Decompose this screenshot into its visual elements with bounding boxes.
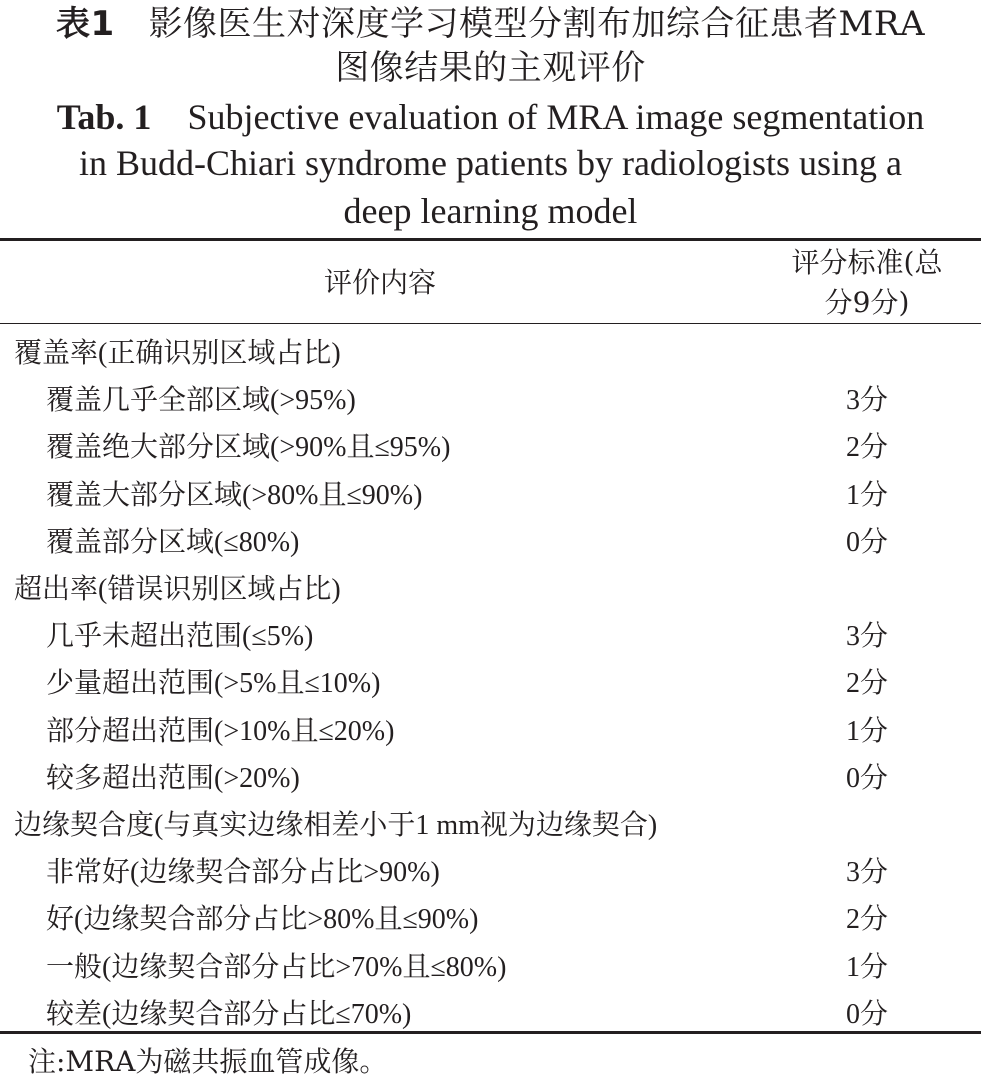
table-row xyxy=(0,421,981,468)
score-cell: 3分 xyxy=(845,385,888,417)
criterion-label: 覆盖绝大部分区域(>90%且≤95%) xyxy=(46,432,451,464)
table-row xyxy=(0,469,981,516)
caption-en-title: Subjective evaluation of MRA image segmentation xyxy=(187,97,925,137)
criterion-label: 较多超出范围(>20%) xyxy=(46,762,300,794)
criterion-label: 好(边缘契合部分占比>80%且≤90%) xyxy=(46,904,479,936)
score-cell: 3分 xyxy=(845,857,888,889)
caption-en-line3: deep learning model xyxy=(343,191,638,231)
criterion-label: 覆盖部分区域(≤80%) xyxy=(46,526,300,558)
score-cell: 2分 xyxy=(845,432,888,464)
header-score-line1: 评分标准(总 xyxy=(791,246,943,279)
score-cell: 0分 xyxy=(845,526,888,558)
table-label-en: Tab. 1 xyxy=(56,97,152,137)
score-cell: 1分 xyxy=(845,715,888,747)
table-row xyxy=(0,705,981,752)
caption-cn-line1 xyxy=(0,2,981,46)
table-row xyxy=(0,988,981,1035)
score-cell: 0分 xyxy=(845,998,888,1030)
caption-en-line1 xyxy=(0,94,981,140)
table-row xyxy=(0,516,981,563)
score-cell: 0分 xyxy=(845,762,888,794)
score-cell: 1分 xyxy=(845,951,888,983)
table-row xyxy=(0,610,981,657)
table-note: 注:MRA为磁共振血管成像。 xyxy=(28,1045,388,1078)
caption-cn-title: 影像医生对深度学习模型分割布加综合征患者MRA xyxy=(148,4,926,44)
table-group-row xyxy=(0,563,981,610)
group-label: 边缘契合度(与真实边缘相差小于1 mm视为边缘契合) xyxy=(14,810,658,841)
criterion-label: 覆盖大部分区域(>80%且≤90%) xyxy=(46,479,423,511)
table-header-rule xyxy=(0,323,981,324)
score-cell: 1分 xyxy=(845,479,888,511)
score-cell: 2分 xyxy=(845,668,888,700)
table-row xyxy=(0,893,981,940)
criterion-label: 覆盖几乎全部区域(>95%) xyxy=(46,385,356,417)
table-row xyxy=(0,941,981,988)
table-label-cn: 表1 xyxy=(55,4,115,44)
table-row xyxy=(0,374,981,421)
criterion-label: 一般(边缘契合部分占比>70%且≤80%) xyxy=(46,951,507,983)
score-cell: 3分 xyxy=(845,621,888,653)
table-top-rule xyxy=(0,238,981,241)
table-group-row xyxy=(0,327,981,374)
criterion-label: 几乎未超出范围(≤5%) xyxy=(46,621,314,653)
criterion-label: 少量超出范围(>5%且≤10%) xyxy=(46,668,381,700)
table-row xyxy=(0,657,981,704)
caption-en-line2: in Budd-Chiari syndrome patients by radiologists using a xyxy=(79,143,902,183)
caption-cn-line2: 图像结果的主观评价 xyxy=(335,48,646,88)
score-cell: 2分 xyxy=(845,904,888,936)
group-label: 超出率(错误识别区域占比) xyxy=(14,574,341,605)
header-content: 评价内容 xyxy=(323,266,436,299)
criterion-label: 非常好(边缘契合部分占比>90%) xyxy=(46,857,440,889)
criterion-label: 部分超出范围(>10%且≤20%) xyxy=(46,715,395,747)
table-row xyxy=(0,846,981,893)
group-label: 覆盖率(正确识别区域占比) xyxy=(14,338,341,369)
criterion-label: 较差(边缘契合部分占比≤70%) xyxy=(46,998,412,1030)
table-row xyxy=(0,752,981,799)
header-score-line2: 分9分) xyxy=(824,286,910,319)
table-group-row xyxy=(0,799,981,846)
